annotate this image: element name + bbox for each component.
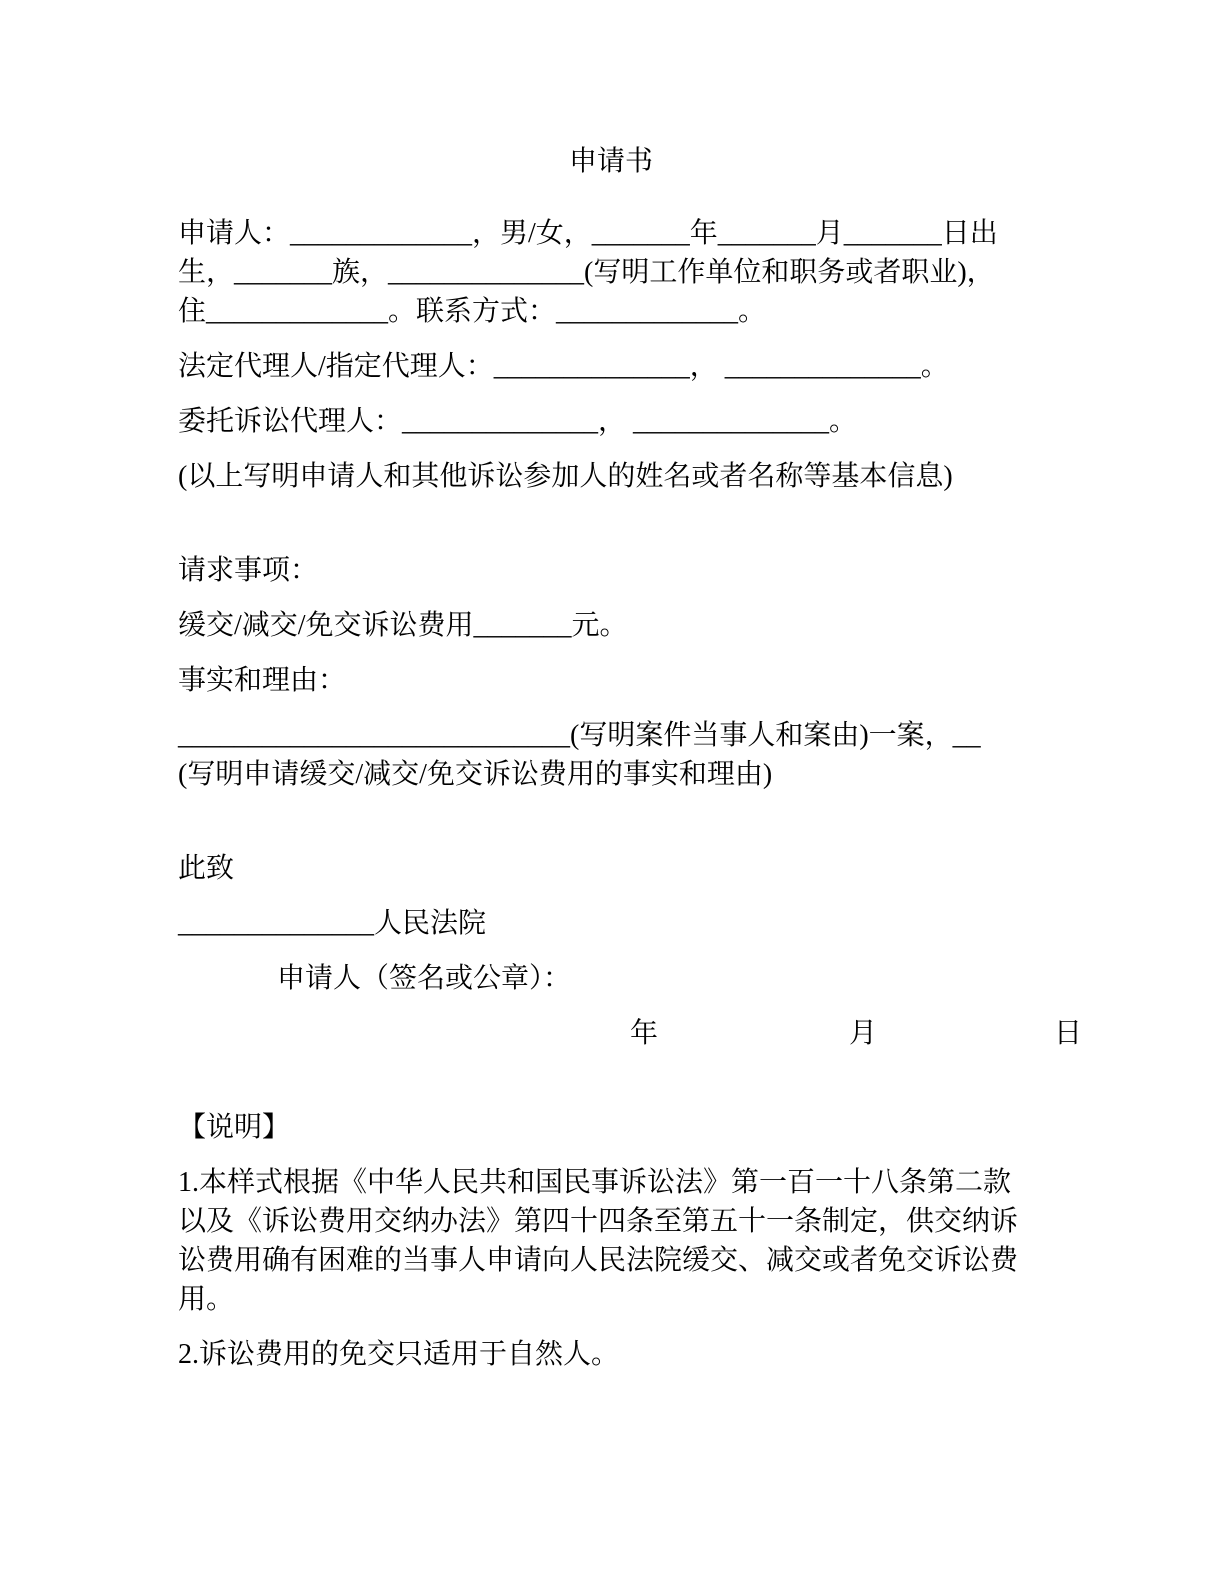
- basic-info-note: (以上写明申请人和其他诉讼参加人的姓名或者名称等基本信息): [178, 461, 953, 492]
- facts-heading: 事实和理由：: [178, 665, 347, 696]
- note-1-line-4: 用。: [178, 1284, 235, 1315]
- month-label: 月: [849, 1018, 878, 1049]
- document-title: 申请书: [568, 146, 653, 177]
- year-label: 年: [630, 1018, 659, 1049]
- applicant-line-2: 生，_______族，______________(写明工作单位和职务或者职业)，: [178, 257, 995, 288]
- note-1-line-2: 以及《诉讼费用交纳办法》第四十四条至第五十一条制定，供交纳诉: [178, 1206, 1019, 1237]
- note-2: 2.诉讼费用的免交只适用于自然人。: [178, 1339, 620, 1370]
- applicant-line-3: 住_____________。联系方式：_____________。: [178, 296, 767, 327]
- case-line: ____________________________(写明案件当事人和案由)一案，__: [178, 720, 981, 751]
- court-line: ______________人民法院: [178, 908, 487, 939]
- note-1-line-3: 讼费用确有困难的当事人申请向人民法院缓交、减交或者免交诉讼费: [178, 1245, 1019, 1276]
- legal-agent-line: 法定代理人/指定代理人：______________， ______________。: [178, 351, 949, 382]
- day-label: 日: [1054, 1018, 1083, 1049]
- request-heading: 请求事项：: [178, 555, 319, 586]
- facts-note-line: (写明申请缓交/减交/免交诉讼费用的事实和理由): [178, 759, 773, 790]
- signature-line: 申请人（签名或公章）：: [277, 963, 572, 994]
- notes-heading: 【说明】: [178, 1112, 291, 1143]
- salutation: 此致: [178, 853, 235, 884]
- entrusted-agent-line: 委托诉讼代理人：______________， ______________。: [178, 406, 858, 437]
- applicant-line-1: 申请人：_____________，男/女，_______年_______月_______日出: [178, 218, 998, 249]
- note-1: [178, 1163, 1044, 1319]
- request-item: 缓交/减交/免交诉讼费用_______元。: [178, 610, 628, 641]
- facts-paragraph: [178, 716, 1044, 794]
- applicant-info-paragraph: [178, 214, 1044, 331]
- note-1-line-1: 1.本样式根据《中华人民共和国民事诉讼法》第一百一十八条第二款: [178, 1167, 1012, 1198]
- date-line: [178, 1014, 1083, 1053]
